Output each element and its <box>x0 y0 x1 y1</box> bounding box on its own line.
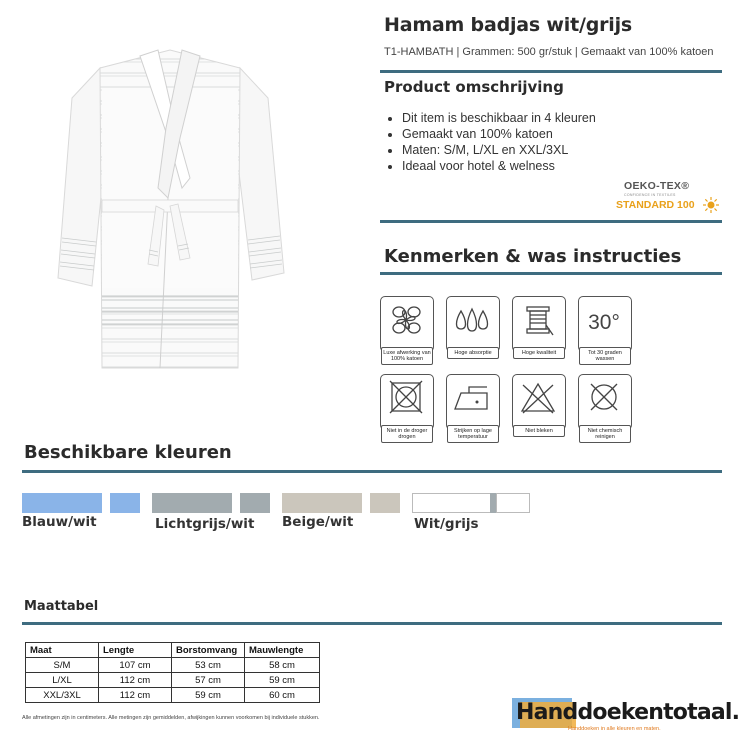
table-header-row <box>26 643 320 658</box>
divider <box>22 622 722 625</box>
care-item-absorption <box>446 296 500 356</box>
thread-spool-icon <box>513 297 564 345</box>
table-cell: 59 cm <box>245 673 320 688</box>
care-item-quality <box>512 296 566 356</box>
divider <box>22 470 722 473</box>
swatch-beige-primary <box>282 493 362 513</box>
product-title: Hamam badjas wit/grijs <box>384 14 633 36</box>
table-cell: 59 cm <box>172 688 245 703</box>
swatch-blauw-primary <box>22 493 102 513</box>
description-list <box>384 110 596 174</box>
color-label-beige: Beige/wit <box>282 514 354 530</box>
table-cell: 112 cm <box>99 673 172 688</box>
wash-temperature: 30° <box>588 311 620 334</box>
table-cell: 112 cm <box>99 688 172 703</box>
swatch-blauw-secondary <box>110 493 140 513</box>
divider <box>380 220 722 223</box>
product-subtitle: T1-HAMBATH | Grammen: 500 gr/stuk | Gemaakt van 100% katoen <box>384 46 714 58</box>
swatch-lichtgrijs-secondary <box>240 493 270 513</box>
table-cell: S/M <box>26 658 99 673</box>
care-item-wash-30 <box>578 296 632 362</box>
brand-logo[interactable] <box>512 698 740 734</box>
care-label: Strijken op lage temperatuur <box>447 425 499 443</box>
table-cell: 53 cm <box>172 658 245 673</box>
description-heading: Product omschrijving <box>384 78 564 96</box>
water-drops-icon <box>447 297 498 345</box>
oeko-tex-badge <box>612 180 722 216</box>
wash-30-icon <box>579 297 630 345</box>
color-label-blauw: Blauw/wit <box>22 514 97 530</box>
table-cell: L/XL <box>26 673 99 688</box>
care-item-iron-low <box>446 374 500 440</box>
care-label: Niet in de droger drogen <box>381 425 433 443</box>
colors-heading: Beschikbare kleuren <box>24 442 232 463</box>
table-row <box>26 673 320 688</box>
care-label: Niet chemisch reinigen <box>579 425 631 443</box>
table-cell: 58 cm <box>245 658 320 673</box>
table-row <box>26 688 320 703</box>
features-heading: Kenmerken & was instructies <box>384 246 682 267</box>
care-item-no-dry-clean <box>578 374 632 440</box>
swatch-beige-secondary <box>370 493 400 513</box>
care-label: Luxe afwerking van 100% katoen <box>381 347 433 365</box>
oeko-tex-name: OEKO-TEX® <box>624 180 690 192</box>
list-item: • Dit item is beschikbaar in 4 kleuren <box>402 110 596 126</box>
cotton-flower-icon <box>381 297 432 345</box>
divider <box>380 272 722 275</box>
care-item-no-bleach <box>512 374 566 434</box>
care-item-cotton <box>380 296 434 362</box>
no-bleach-icon <box>513 375 564 423</box>
size-table-note: Alle afmetingen zijn in centimeters. Alle metingen zijn gemiddelden, afwijkingen kunnen voorkomen bij individuele stukken. <box>22 715 320 721</box>
oeko-tex-standard: STANDARD 100 <box>616 199 695 211</box>
column-header: Mauwlengte <box>245 643 320 658</box>
table-cell: 107 cm <box>99 658 172 673</box>
table-cell: XXL/3XL <box>26 688 99 703</box>
list-item: • Ideaal voor hotel & welness <box>402 158 596 174</box>
care-item-no-tumble-dry <box>380 374 434 440</box>
column-header: Maat <box>26 643 99 658</box>
bathrobe-image <box>40 28 300 388</box>
column-header: Borstomvang <box>172 643 245 658</box>
care-label: Tot 30 graden wassen <box>579 347 631 365</box>
color-label-wit: Wit/grijs <box>414 516 479 532</box>
oeko-tex-tagline: CONFIDENCE IN TEXTILES <box>624 193 676 197</box>
column-header: Lengte <box>99 643 172 658</box>
iron-low-icon <box>447 375 498 423</box>
care-label: Hoge kwaliteit <box>513 347 565 359</box>
swatch-wit-primary <box>412 493 492 513</box>
list-item: • Gemaakt van 100% katoen <box>402 126 596 142</box>
size-table-heading: Maattabel <box>24 599 99 614</box>
list-item: • Maten: S/M, L/XL en XXL/3XL <box>402 142 596 158</box>
swatch-wit-secondary <box>496 493 530 513</box>
brand-tagline: Handdoeken in alle kleuren en maten. <box>568 726 661 732</box>
divider <box>380 70 722 73</box>
care-label: Hoge absorptie <box>447 347 499 359</box>
table-cell: 57 cm <box>172 673 245 688</box>
table-row <box>26 658 320 673</box>
size-table <box>25 642 320 703</box>
care-label: Niet bleken <box>513 425 565 437</box>
brand-name: Handdoekentotaal. <box>516 700 740 725</box>
no-dry-clean-icon <box>579 375 630 423</box>
no-tumble-dry-icon <box>381 375 432 423</box>
sun-icon <box>702 196 720 214</box>
color-label-lichtgrijs: Lichtgrijs/wit <box>155 516 255 532</box>
swatch-lichtgrijs-primary <box>152 493 232 513</box>
table-cell: 60 cm <box>245 688 320 703</box>
